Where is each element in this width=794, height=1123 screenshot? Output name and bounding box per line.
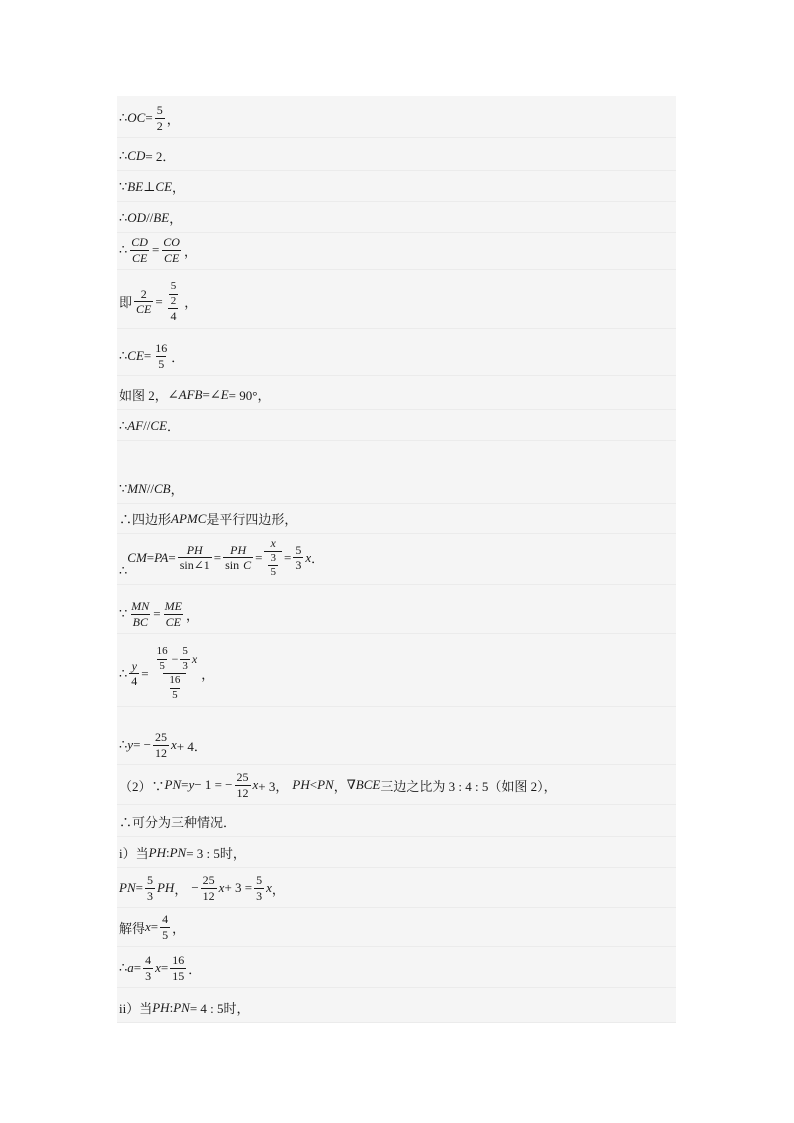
fraction bbox=[153, 342, 169, 370]
numerator: 25 bbox=[154, 730, 167, 744]
text: ∴可分为三种情况． bbox=[119, 815, 237, 830]
var-ph: PH bbox=[156, 880, 175, 896]
numerator: 2 bbox=[140, 286, 147, 301]
step-y-equation bbox=[119, 646, 214, 701]
expr: = 90°， bbox=[228, 388, 271, 403]
fraction bbox=[293, 544, 303, 572]
fraction bbox=[129, 236, 150, 264]
var-x: x bbox=[145, 919, 151, 935]
denominator: BC bbox=[132, 614, 148, 629]
case-ii bbox=[119, 998, 250, 1017]
fraction bbox=[163, 600, 184, 628]
var-apmc: APMC bbox=[171, 510, 207, 526]
fraction bbox=[129, 660, 139, 688]
therefore-symbol: ∴ bbox=[119, 417, 128, 433]
numerator: 5 bbox=[156, 103, 163, 117]
equals: = bbox=[141, 665, 149, 681]
compound-fraction bbox=[165, 281, 183, 323]
var-od: OD bbox=[127, 209, 147, 225]
punct: ， bbox=[169, 211, 183, 226]
punct: ， bbox=[185, 607, 199, 623]
var-x: x bbox=[155, 960, 161, 976]
punct: ， bbox=[172, 180, 186, 195]
fraction bbox=[169, 281, 179, 307]
angle-afb: ∠AFB bbox=[167, 386, 203, 402]
punct: ． bbox=[167, 419, 181, 434]
var-oc: OC bbox=[127, 110, 146, 126]
solve-a bbox=[119, 954, 201, 982]
step-parallelogram bbox=[119, 509, 297, 528]
equals: = bbox=[168, 549, 176, 565]
equals: = bbox=[213, 549, 222, 565]
equals: = bbox=[155, 293, 163, 309]
angle-e: ∠E bbox=[209, 386, 229, 402]
var-be: BE bbox=[127, 178, 144, 194]
numerator: PH bbox=[230, 542, 247, 557]
equals: = bbox=[181, 777, 189, 793]
equals: = bbox=[143, 348, 152, 364]
fraction bbox=[129, 600, 151, 628]
punct: ． bbox=[188, 961, 202, 977]
punct: ． bbox=[171, 349, 185, 365]
numerator: 4 bbox=[162, 912, 169, 926]
var-af: AF bbox=[127, 417, 144, 433]
numerator: CD bbox=[131, 235, 148, 249]
fraction bbox=[178, 544, 212, 572]
because-symbol: ∵ bbox=[119, 480, 128, 496]
therefore-symbol: ∴ bbox=[119, 110, 128, 126]
numerator: 5 bbox=[182, 645, 188, 657]
step-y-result bbox=[119, 731, 207, 759]
denominator: 5 bbox=[158, 356, 165, 371]
expr: + 3， bbox=[258, 778, 289, 794]
text: 如图 2， bbox=[119, 388, 168, 403]
var-c: C bbox=[243, 558, 252, 573]
denominator: 3 bbox=[295, 558, 302, 573]
var-mn: MN bbox=[127, 480, 147, 496]
numerator: 25 bbox=[236, 770, 249, 784]
denominator: 2 bbox=[156, 118, 163, 133]
equals: = bbox=[151, 242, 160, 258]
punct: ， bbox=[184, 295, 198, 311]
punct: ， bbox=[166, 111, 180, 127]
fraction bbox=[155, 104, 165, 132]
expr: + 4． bbox=[176, 738, 207, 754]
because-symbol: ∵ bbox=[119, 178, 128, 194]
step-be-perp-ce bbox=[119, 177, 185, 196]
var-be: BE bbox=[153, 209, 170, 225]
var-x: x bbox=[266, 880, 272, 896]
equals: = bbox=[133, 960, 142, 976]
sin-text: sin bbox=[225, 558, 240, 573]
punct: ， bbox=[183, 243, 197, 259]
step-cm bbox=[119, 537, 324, 579]
denominator: 12 bbox=[154, 745, 167, 760]
three-cases bbox=[119, 812, 236, 831]
numerator: 16 bbox=[156, 645, 168, 657]
punct: ， bbox=[174, 881, 188, 897]
numerator bbox=[165, 281, 183, 308]
fraction bbox=[160, 913, 170, 941]
punct: ， bbox=[201, 667, 215, 683]
var-ph: PH bbox=[292, 777, 310, 793]
var-ce: CE bbox=[127, 348, 144, 364]
equals: = bbox=[160, 960, 169, 976]
var-ce: CE bbox=[155, 178, 173, 194]
denominator: 12 bbox=[202, 888, 215, 903]
colon: : bbox=[169, 999, 174, 1015]
compound-fraction bbox=[151, 646, 200, 701]
text: ∴四边形 bbox=[119, 512, 172, 527]
text: ii）当 bbox=[119, 1001, 153, 1016]
denominator: 5 bbox=[270, 566, 276, 579]
numerator: 4 bbox=[145, 953, 152, 967]
perp-symbol: ⊥ bbox=[143, 178, 156, 194]
denominator: 12 bbox=[236, 785, 249, 800]
var-cm: CM bbox=[127, 549, 147, 565]
var-pn: PN bbox=[119, 880, 136, 896]
equals: = bbox=[150, 919, 159, 935]
equals: = bbox=[202, 386, 210, 402]
fraction bbox=[161, 236, 182, 264]
numerator: MN bbox=[131, 599, 150, 613]
parallel-symbol: // bbox=[143, 417, 151, 433]
denominator: 3 bbox=[256, 888, 263, 903]
step-ce-value bbox=[119, 342, 184, 370]
expr: = 2． bbox=[145, 149, 176, 164]
step-figure-2 bbox=[119, 385, 270, 404]
denominator: 4 bbox=[131, 674, 138, 689]
text: 是平行四边形， bbox=[206, 512, 298, 527]
denominator: 3 bbox=[182, 659, 188, 672]
fraction bbox=[134, 288, 153, 316]
denominator: 15 bbox=[172, 968, 185, 983]
step-od-parallel-be bbox=[119, 208, 182, 227]
parallel-symbol: // bbox=[146, 209, 154, 225]
equals: = bbox=[153, 606, 161, 622]
therefore-symbol: ∴ bbox=[119, 348, 128, 364]
numerator: 3 bbox=[270, 551, 276, 564]
var-ph: PH bbox=[152, 999, 170, 1015]
fraction bbox=[153, 731, 169, 759]
step-substitute bbox=[119, 281, 197, 323]
numerator: 5 bbox=[146, 873, 153, 887]
fraction bbox=[254, 874, 264, 902]
var-pn: PN bbox=[173, 999, 190, 1015]
var-x: x bbox=[305, 549, 312, 565]
numerator: 5 bbox=[170, 280, 177, 292]
denominator: 2 bbox=[170, 294, 177, 307]
denominator: 4 bbox=[170, 309, 177, 324]
case-i bbox=[119, 843, 246, 862]
step-mn-bc bbox=[119, 600, 199, 628]
var-x: x bbox=[191, 651, 198, 666]
var-pa: PA bbox=[154, 549, 169, 565]
denominator: CE bbox=[163, 250, 180, 265]
fraction bbox=[155, 646, 170, 672]
punct: ， bbox=[333, 778, 347, 794]
var-pn: PN bbox=[169, 844, 187, 860]
solve-x bbox=[119, 913, 185, 941]
fraction bbox=[223, 544, 253, 572]
text: i）当 bbox=[119, 846, 149, 861]
fraction bbox=[170, 954, 186, 982]
numerator: 16 bbox=[172, 953, 185, 967]
numerator: ME bbox=[164, 599, 182, 613]
fraction bbox=[201, 874, 217, 902]
fraction bbox=[235, 771, 251, 799]
compound-fraction bbox=[264, 537, 282, 579]
fraction bbox=[268, 553, 278, 579]
step-oc bbox=[119, 104, 180, 132]
because-symbol: ∵ bbox=[119, 606, 128, 622]
numerator: PH bbox=[186, 542, 203, 557]
denominator: 5 bbox=[172, 688, 178, 701]
equals: = bbox=[145, 110, 153, 126]
denominator bbox=[223, 557, 253, 572]
text: = 4 : 5时， bbox=[189, 1001, 250, 1016]
punct: ， bbox=[172, 920, 186, 936]
expr: − 1 = − bbox=[194, 777, 233, 793]
var-a: a bbox=[127, 960, 134, 976]
therefore-symbol: ∴ bbox=[119, 562, 128, 578]
denominator: sin∠1 bbox=[179, 558, 210, 573]
var-cb: CB bbox=[154, 480, 171, 496]
therefore-symbol: ∴ bbox=[119, 209, 128, 225]
var-cd: CD bbox=[127, 147, 146, 163]
punct: ． bbox=[311, 551, 325, 567]
equals: = bbox=[283, 549, 292, 565]
var-pn: PN bbox=[164, 777, 182, 793]
text: = 3 : 5时， bbox=[186, 846, 246, 861]
step-mn-parallel-cb bbox=[119, 479, 184, 498]
part-2-intro bbox=[119, 771, 557, 799]
minus: − bbox=[191, 880, 199, 896]
var-pn: PN bbox=[317, 777, 334, 793]
denominator: 5 bbox=[159, 659, 165, 672]
colon: : bbox=[165, 844, 170, 860]
fraction bbox=[180, 646, 190, 672]
denominator: CE bbox=[165, 614, 181, 629]
equals: = bbox=[135, 880, 143, 896]
denominator: 3 bbox=[145, 968, 152, 983]
step-af-parallel-ce bbox=[119, 416, 180, 435]
step-cd bbox=[119, 146, 175, 165]
therefore-symbol: ∴ bbox=[119, 665, 128, 681]
numerator: 16 bbox=[155, 341, 168, 355]
denominator: 3 bbox=[146, 888, 153, 903]
fraction bbox=[145, 874, 155, 902]
numerator: 16 bbox=[169, 674, 181, 687]
step-ratio bbox=[119, 236, 197, 264]
therefore-symbol: ∴ bbox=[119, 737, 128, 753]
var-x: x bbox=[252, 777, 259, 793]
text: 三边之比为 3 : 4 : 5（如图 2）， bbox=[380, 778, 557, 794]
var-x: x bbox=[218, 880, 225, 896]
expr: + 3 = bbox=[224, 880, 253, 896]
punct: ， bbox=[271, 881, 285, 897]
denominator bbox=[264, 551, 282, 579]
therefore-symbol: ∴ bbox=[119, 242, 128, 258]
numerator: x bbox=[270, 536, 276, 550]
triangle-bce: ∇BCE bbox=[346, 777, 381, 793]
fraction bbox=[167, 675, 182, 701]
therefore-symbol: ∴ bbox=[119, 960, 128, 976]
var-y: y bbox=[127, 737, 134, 753]
parallel-symbol: // bbox=[146, 480, 155, 496]
therefore-symbol: ∴ bbox=[119, 147, 128, 163]
punct: ， bbox=[170, 482, 184, 497]
var-x: x bbox=[170, 737, 177, 753]
var-ph: PH bbox=[148, 844, 166, 860]
text: （2）∵ bbox=[119, 778, 165, 794]
denominator: CE bbox=[136, 302, 152, 317]
minus: − bbox=[171, 651, 179, 666]
denominator bbox=[163, 673, 186, 701]
equals: = bbox=[146, 549, 155, 565]
less-than: < bbox=[309, 777, 318, 793]
denominator: 5 bbox=[162, 927, 169, 942]
equals: = bbox=[255, 549, 263, 565]
var-y: y bbox=[188, 777, 195, 793]
namely-text: 即 bbox=[119, 295, 133, 311]
case-i-equation bbox=[119, 874, 285, 902]
equals-minus: = − bbox=[133, 737, 151, 753]
fraction bbox=[143, 954, 153, 982]
numerator: CO bbox=[163, 235, 180, 249]
numerator: 5 bbox=[295, 542, 302, 557]
numerator: 25 bbox=[202, 873, 215, 887]
var-ce: CE bbox=[150, 417, 168, 433]
numerator: y bbox=[131, 658, 137, 673]
numerator: 5 bbox=[256, 873, 263, 887]
numerator bbox=[151, 646, 200, 673]
text: 解得 bbox=[119, 920, 146, 936]
denominator: CE bbox=[131, 250, 148, 265]
